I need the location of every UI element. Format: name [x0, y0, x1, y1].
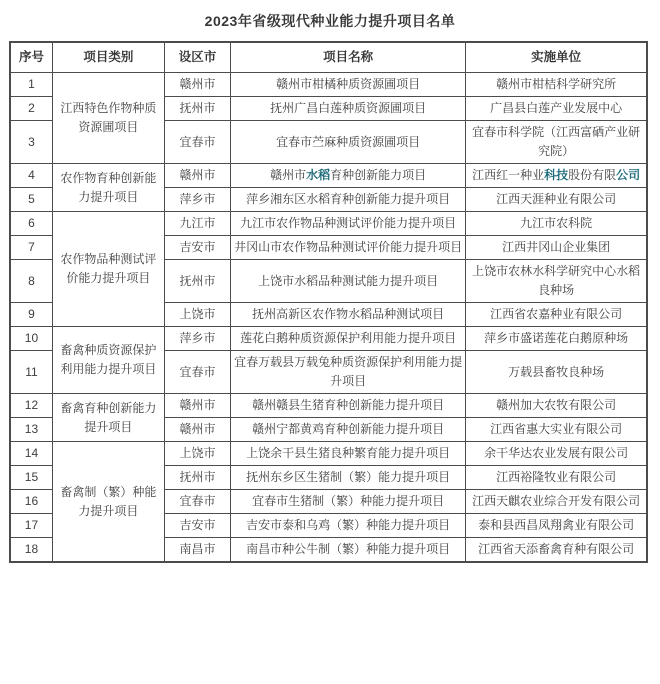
project-name-cell: 萍乡湘东区水稻育种创新能力提升项目	[231, 188, 466, 212]
highlighted-text: 科技	[544, 168, 569, 182]
project-name-cell: 抚州东乡区生猪制（繁）能力提升项目	[231, 466, 466, 490]
city-cell: 宜春市	[164, 351, 230, 394]
highlighted-text: 水稻	[306, 168, 331, 182]
row-number-cell: 14	[10, 442, 52, 466]
project-name-cell	[231, 164, 466, 188]
row-number-cell: 3	[10, 121, 52, 164]
table-row	[10, 327, 647, 351]
column-header-unit: 实施单位	[466, 42, 647, 73]
project-name-cell: 九江市农作物品种测试评价能力提升项目	[231, 212, 466, 236]
table-row	[10, 164, 647, 188]
city-cell: 赣州市	[164, 164, 230, 188]
category-cell: 农作物品种测试评价能力提升项目	[52, 212, 164, 327]
unit-cell: 江西省天添畜禽育种有限公司	[466, 538, 647, 563]
category-cell: 畜禽种质资源保护利用能力提升项目	[52, 327, 164, 394]
row-number-cell: 6	[10, 212, 52, 236]
row-number-cell: 11	[10, 351, 52, 394]
unit-cell: 萍乡市盛诺莲花白鹅原种场	[466, 327, 647, 351]
plain-text: 赣州市	[270, 168, 307, 182]
row-number-cell: 4	[10, 164, 52, 188]
city-cell: 抚州市	[164, 260, 230, 303]
city-cell: 吉安市	[164, 514, 230, 538]
row-number-cell: 8	[10, 260, 52, 303]
unit-cell: 江西天麒农业综合开发有限公司	[466, 490, 647, 514]
unit-cell: 上饶市农林水科学研究中心水稻良种场	[466, 260, 647, 303]
project-name-cell: 莲花白鹅种质资源保护利用能力提升项目	[231, 327, 466, 351]
table-row	[10, 394, 647, 418]
city-cell: 赣州市	[164, 73, 230, 97]
category-cell: 江西特色作物种质资源圃项目	[52, 73, 164, 164]
table-row	[10, 73, 647, 97]
plain-text: 股份有限	[568, 168, 617, 182]
plain-text: 江西红一种业	[472, 168, 545, 182]
category-cell: 农作物育种创新能力提升项目	[52, 164, 164, 212]
project-name-cell: 宜春市苎麻种质资源圃项目	[231, 121, 466, 164]
city-cell: 赣州市	[164, 418, 230, 442]
unit-cell	[466, 164, 647, 188]
row-number-cell: 1	[10, 73, 52, 97]
city-cell: 宜春市	[164, 121, 230, 164]
project-name-cell: 宜春万载县万载兔种质资源保护利用能力提升项目	[231, 351, 466, 394]
project-name-cell: 井冈山市农作物品种测试评价能力提升项目	[231, 236, 466, 260]
project-name-cell: 上饶市水稻品种测试能力提升项目	[231, 260, 466, 303]
project-name-cell: 抚州广昌白莲种质资源圃项目	[231, 97, 466, 121]
city-cell: 萍乡市	[164, 188, 230, 212]
table-header-row	[10, 42, 647, 73]
row-number-cell: 16	[10, 490, 52, 514]
column-header-project: 项目名称	[231, 42, 466, 73]
row-number-cell: 9	[10, 303, 52, 327]
unit-cell: 宜春市科学院（江西富硒产业研究院）	[466, 121, 647, 164]
column-header-category: 项目类别	[52, 42, 164, 73]
project-name-cell: 赣州赣县生猪育种创新能力提升项目	[231, 394, 466, 418]
row-number-cell: 17	[10, 514, 52, 538]
row-number-cell: 18	[10, 538, 52, 563]
city-cell: 宜春市	[164, 490, 230, 514]
city-cell: 抚州市	[164, 97, 230, 121]
project-name-cell: 南昌市种公牛制（繁）种能力提升项目	[231, 538, 466, 563]
city-cell: 上饶市	[164, 303, 230, 327]
unit-cell: 赣州市柑桔科学研究所	[466, 73, 647, 97]
table-row	[10, 442, 647, 466]
project-name-cell: 上饶余干县生猪良种繁育能力提升项目	[231, 442, 466, 466]
row-number-cell: 2	[10, 97, 52, 121]
row-number-cell: 15	[10, 466, 52, 490]
city-cell: 赣州市	[164, 394, 230, 418]
category-cell: 畜禽制（繁）种能力提升项目	[52, 442, 164, 563]
unit-cell: 江西省惠大实业有限公司	[466, 418, 647, 442]
table-row	[10, 212, 647, 236]
unit-cell: 泰和县西昌凤翔禽业有限公司	[466, 514, 647, 538]
table-body	[10, 73, 647, 563]
city-cell: 萍乡市	[164, 327, 230, 351]
project-list-table	[9, 41, 648, 563]
project-name-cell: 赣州宁都黄鸡育种创新能力提升项目	[231, 418, 466, 442]
project-name-cell: 宜春市生猪制（繁）种能力提升项目	[231, 490, 466, 514]
unit-cell: 赣州加大农牧有限公司	[466, 394, 647, 418]
row-number-cell: 12	[10, 394, 52, 418]
city-cell: 上饶市	[164, 442, 230, 466]
unit-cell: 江西天涯种业有限公司	[466, 188, 647, 212]
plain-text: 育种创新能力项目	[330, 168, 427, 182]
highlighted-text: 公司	[616, 168, 641, 182]
project-name-cell: 吉安市泰和乌鸡（繁）种能力提升项目	[231, 514, 466, 538]
project-name-cell: 赣州市柑橘种质资源圃项目	[231, 73, 466, 97]
unit-cell: 江西裕隆牧业有限公司	[466, 466, 647, 490]
row-number-cell: 13	[10, 418, 52, 442]
city-cell: 九江市	[164, 212, 230, 236]
unit-cell: 万载县畜牧良种场	[466, 351, 647, 394]
column-header-num: 序号	[10, 42, 52, 73]
unit-cell: 江西井冈山企业集团	[466, 236, 647, 260]
unit-cell: 余干华达农业发展有限公司	[466, 442, 647, 466]
project-name-cell: 抚州高新区农作物水稻品种测试项目	[231, 303, 466, 327]
city-cell: 南昌市	[164, 538, 230, 563]
row-number-cell: 5	[10, 188, 52, 212]
unit-cell: 江西省农嘉种业有限公司	[466, 303, 647, 327]
row-number-cell: 7	[10, 236, 52, 260]
category-cell: 畜禽育种创新能力提升项目	[52, 394, 164, 442]
city-cell: 抚州市	[164, 466, 230, 490]
column-header-city: 设区市	[164, 42, 230, 73]
unit-cell: 广昌县白莲产业发展中心	[466, 97, 647, 121]
city-cell: 吉安市	[164, 236, 230, 260]
page-title: 2023年省级现代种业能力提升项目名单	[204, 13, 456, 29]
row-number-cell: 10	[10, 327, 52, 351]
unit-cell: 九江市农科院	[466, 212, 647, 236]
